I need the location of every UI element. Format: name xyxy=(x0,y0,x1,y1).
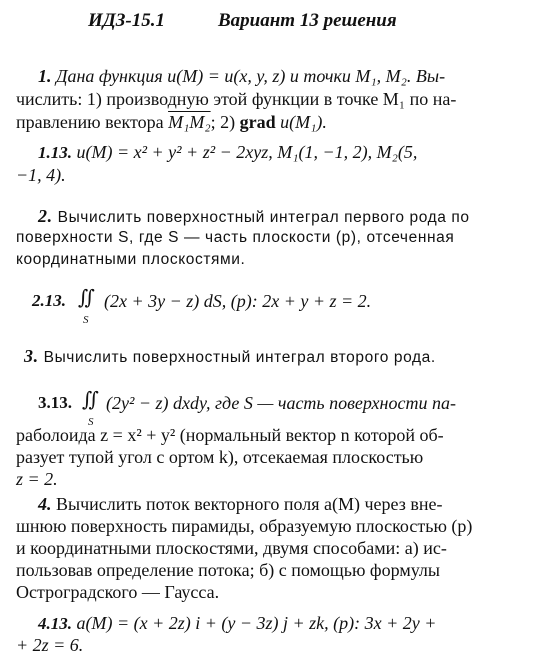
assignment-code: ИДЗ-15.1 xyxy=(88,10,166,31)
task-4-13-line-2: + 2z = 6. xyxy=(16,635,84,655)
task-4-line-4: пользовав определение потока; б) с помощью формулы xyxy=(16,560,440,580)
task-3-13-number: 3.13. xyxy=(38,393,72,412)
task-1-13-text-1: u(M) = x² + y² + z² − 2xyz, M₁(1, −1, 2), M₂(5, xyxy=(76,142,418,162)
task-1-13-line-1 xyxy=(38,141,417,164)
task-2-13-number: 2.13. xyxy=(32,291,66,310)
task-4-text-1: Вычислить поток векторного поля a(M) через вне- xyxy=(56,494,443,514)
task-4-number: 4. xyxy=(38,494,52,514)
task-1-text-3b: ; 2) xyxy=(210,112,240,132)
task-1-text-3a: правлению вектора xyxy=(16,112,169,132)
task-1-13-number: 1.13. xyxy=(38,143,72,162)
task-4-13-text-1: a(M) = (x + 2z) i + (y − 3z) j + zk, (p): 3x + 2y + xyxy=(76,613,437,633)
grad-operator: grad xyxy=(239,112,276,132)
task-1-13-line-2: −1, 4). xyxy=(16,165,66,185)
task-4-line-2: шнюю поверхность пирамиды, образуемую плоскостью (p) xyxy=(16,516,473,536)
task-2-line-3: координатными плоскостями. xyxy=(16,251,246,268)
task-3-text-1: Вычислить поверхностный интеграл второго рода. xyxy=(43,349,436,366)
task-1-text-1: Дана функция u(M) = u(x, y, z) и точки M₁, M₂. Вы- xyxy=(56,66,446,86)
task-2-text-1: Вычислить поверхностный интеграл первого рода по xyxy=(57,209,470,226)
double-integral-symbol: ∬ xyxy=(78,285,96,309)
integral-surface-label-2: S xyxy=(88,416,94,428)
integral-surface-label: S xyxy=(83,314,89,326)
task-2-line-1 xyxy=(38,205,470,229)
task-3-13-text-1: (2y² − z) dxdy, где S — часть поверхности па- xyxy=(106,393,456,413)
task-3-line-1 xyxy=(24,345,436,369)
task-1-text-3c: u(M₁). xyxy=(275,112,327,132)
task-3-13-line-2: раболоида z = x² + y² (нормальный вектор n которой об- xyxy=(16,425,444,445)
direction-vector: M₁M₂ xyxy=(168,112,211,132)
task-4-line-3: и координатными плоскостями, двумя способами: а) ис- xyxy=(16,538,447,558)
task-2-line-2: поверхности S, где S — часть плоскости (p), отсеченная xyxy=(16,229,455,246)
task-3-number: 3. xyxy=(24,346,39,366)
task-1-line-3 xyxy=(16,111,327,133)
variant-title: Вариант 13 решения xyxy=(218,10,397,31)
task-4-13-line-1 xyxy=(38,612,436,635)
task-4-13-number: 4.13. xyxy=(38,614,72,633)
task-2-number: 2. xyxy=(38,206,53,226)
task-4-line-5: Остроградского — Гаусса. xyxy=(16,582,220,602)
task-1-line-2: числить: 1) производную этой функции в точке M₁ по на- xyxy=(16,89,457,109)
task-2-13 xyxy=(32,285,532,326)
document-header xyxy=(0,10,541,36)
double-integral-symbol-2: ∬ xyxy=(82,387,100,411)
task-1-number: 1. xyxy=(38,66,52,86)
task-3-13-line-1 xyxy=(38,387,538,428)
task-1-line-1 xyxy=(38,65,445,87)
task-3-13-line-3: разует тупой угол с ортом k), отсекаемая плоскостью xyxy=(16,447,424,467)
task-2-13-expression: (2x + 3y − z) dS, (p): 2x + y + z = 2. xyxy=(104,291,372,311)
task-3-13-line-4: z = 2. xyxy=(16,469,58,489)
task-4-line-1 xyxy=(38,493,442,515)
